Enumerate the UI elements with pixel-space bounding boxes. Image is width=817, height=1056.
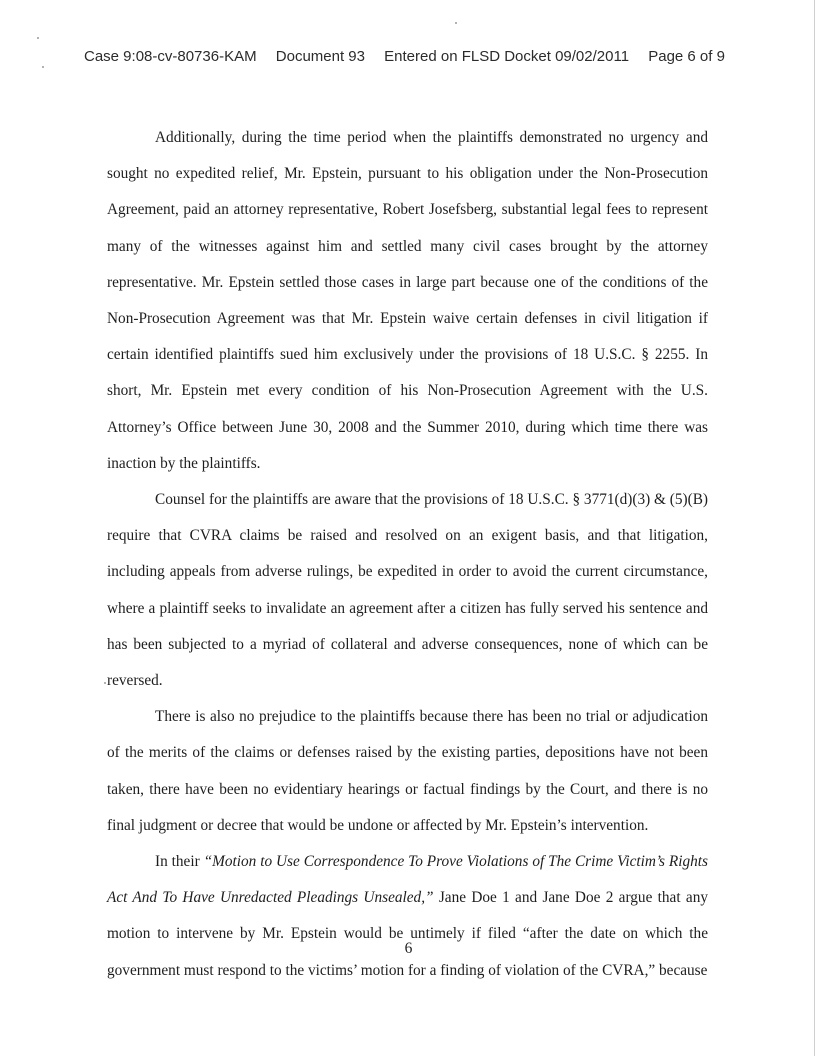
case-number: Case 9:08-cv-80736-KAM	[84, 48, 257, 65]
paragraph-4-rest: Jane Doe 1 and Jane Doe 2 argue that any motion to intervene by Mr. Epstein would be untimely if filed “after the date on which the government must respond to the victims’ motion for a finding of violation of the CVRA,” because	[107, 889, 708, 979]
page-number: 6	[404, 940, 413, 957]
paragraph-3: There is also no prejudice to the plaintiffs because there has been no trial or adjudication of the merits of the claims or defenses raised by the existing parties, depositions have not been taken, there have been no evidentiary hearings or factual findings by the Court, and there is no final judgment or decree that would be undone or affected by Mr. Epstein’s intervention.	[107, 708, 708, 834]
motion-title: “Motion to Use Correspondence To Prove Violations of The Crime Victim’s Rights Act And To Have Unredacted Pleadings Unsealed,”	[107, 853, 708, 907]
document-number: Document 93	[275, 48, 365, 65]
paragraph-2: Counsel for the plaintiffs are aware that the provisions of 18 U.S.C. § 3771(d)(3) & (5)(B) require that CVRA claims be raised and resolved on an exigent basis, and that litigation, including appeals from adverse rulings, be expedited in order to avoid the current circumstance, where a plaintiff seeks to invalidate an agreement after a citizen has fully served his sentence and has been subjected to a myriad of collateral and adverse consequences, none of which can be reversed.	[107, 491, 708, 690]
scan-speck	[42, 66, 44, 68]
paragraph-1: Additionally, during the time period when the plaintiffs demonstrated no urgency and sought no expedited relief, Mr. Epstein, pursuant to his obligation under the Non-Prosecution Agreement, paid an attorney representative, Robert Josefsberg, substantial legal fees to represent many of the witnesses against him and settled many civil cases brought by the attorney representative. Mr. Epstein settled those cases in large part because one of the conditions of the Non-Prosecution Agreement was that Mr. Epstein waive certain defenses in civil litigation if certain identified plaintiffs sued him exclusively under the provisions of 18 U.S.C. § 2255. In short, Mr. Epstein met every condition of his Non-Prosecution Agreement with the U.S. Attorney’s Office between June 30, 2008 and the Summer 2010, during which time there was inaction by the plaintiffs.	[107, 129, 708, 472]
scan-speck	[37, 37, 39, 39]
paragraph-4-lead: In their	[155, 853, 204, 871]
page-indicator: Page 6 of 9	[648, 48, 725, 65]
docket-header	[84, 48, 784, 65]
scan-speck	[104, 682, 106, 684]
docket-entry: Entered on FLSD Docket 09/02/2011	[384, 48, 630, 65]
document-body	[107, 120, 708, 989]
scan-speck	[455, 22, 457, 24]
paragraph-4	[107, 844, 708, 989]
scan-edge	[814, 0, 815, 1056]
